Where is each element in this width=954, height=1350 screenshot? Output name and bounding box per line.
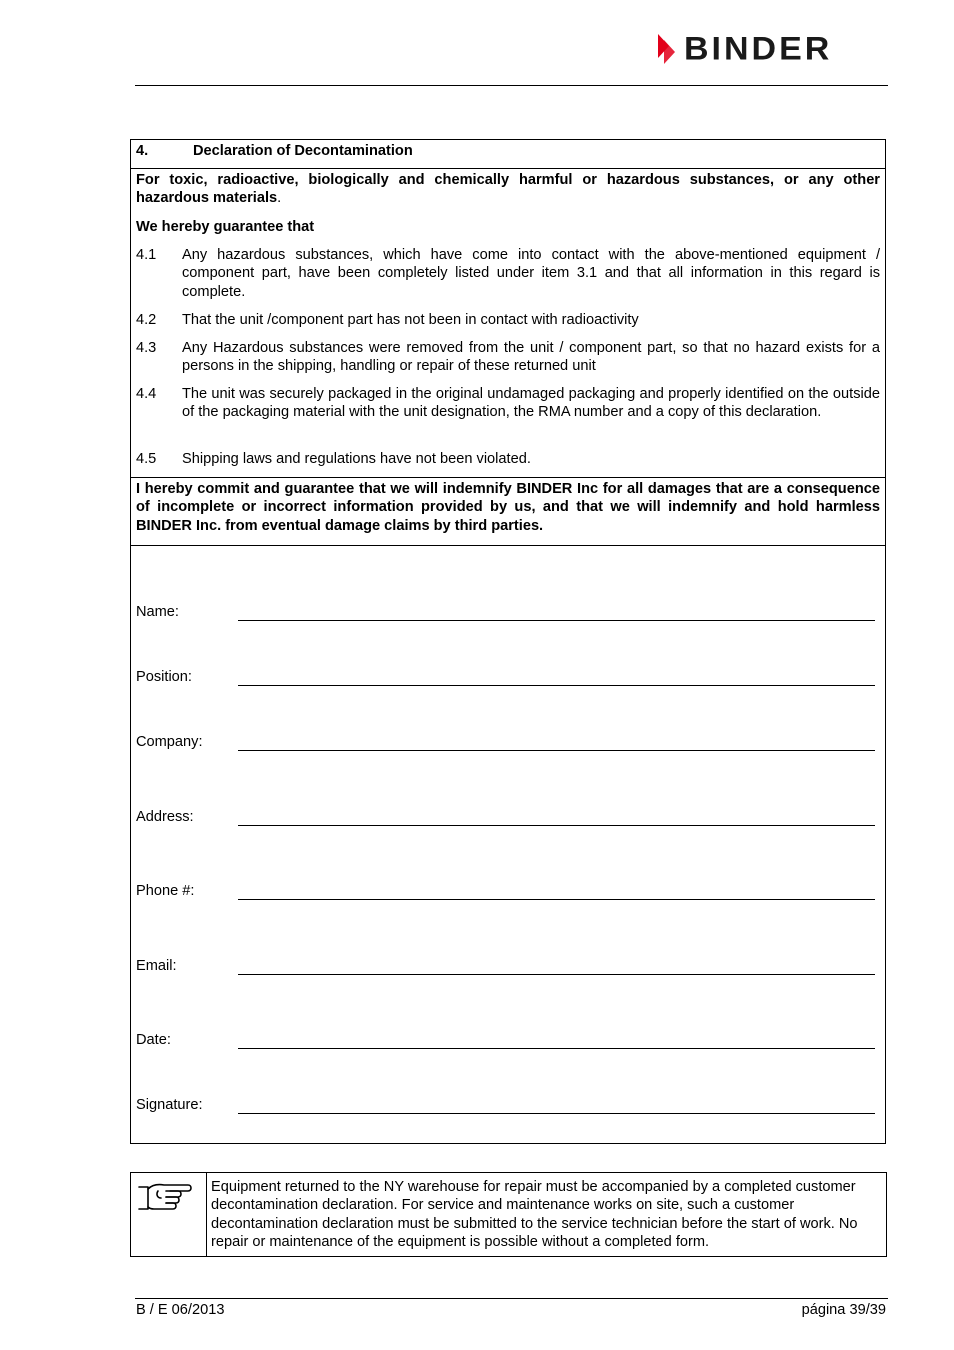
binder-logo-mark-icon <box>656 32 678 66</box>
phone-field[interactable] <box>136 882 875 902</box>
header-divider <box>135 85 888 86</box>
item-text: That the unit /component part has not been in contact with radioactivity <box>182 312 639 328</box>
hazard-intro <box>136 171 880 208</box>
hazard-intro-period: . <box>277 190 282 207</box>
note-text: Equipment returned to the NY warehouse for repair must be accompanied by a completed customer decontamination declaration. For service and maintenance works on site, such a customer decontamination declaration must be submitted to the service technician before the start of work. No repair or maintenance of the equipment is possible without a completed form. <box>211 1179 858 1251</box>
field-label: Company: <box>136 734 203 750</box>
note-icon-cell <box>131 1173 207 1256</box>
field-underline[interactable] <box>238 825 875 826</box>
field-label: Phone #: <box>136 883 195 899</box>
declaration-box <box>130 139 886 1144</box>
item-text: Any Hazardous substances were removed from the unit / component part, so that no hazard exists for a persons in the shipping, handling or repair of these returned unit <box>182 340 880 375</box>
hazard-intro-text: For toxic, radioactive, biologically and chemically harmful or hazardous substances, or any other hazardous materials <box>136 172 880 207</box>
guarantee-heading: We hereby guarantee that <box>136 219 315 235</box>
item-number: 4.1 <box>136 247 157 263</box>
field-underline[interactable] <box>238 899 875 900</box>
form-divider <box>131 545 885 546</box>
field-underline[interactable] <box>238 1113 875 1114</box>
footer-divider <box>135 1298 888 1299</box>
field-label: Name: <box>136 604 179 620</box>
field-label: Position: <box>136 669 192 685</box>
logo-wordmark: BINDER <box>684 30 833 68</box>
commitment-divider <box>131 477 885 478</box>
date-field[interactable] <box>136 1031 875 1051</box>
company-field[interactable] <box>136 733 875 753</box>
page-number: página 39/39 <box>801 1302 886 1318</box>
field-underline[interactable] <box>238 750 875 751</box>
signature-field[interactable] <box>136 1096 875 1116</box>
item-text: The unit was securely packaged in the original undamaged packaging and properly identified on the outside of the packaging material with the unit designation, the RMA number and a copy of this declaration. <box>182 386 880 421</box>
name-field[interactable] <box>136 603 875 623</box>
field-label: Address: <box>136 809 194 825</box>
field-underline[interactable] <box>238 1048 875 1049</box>
field-underline[interactable] <box>238 685 875 686</box>
field-underline[interactable] <box>238 974 875 975</box>
binder-logo <box>656 32 832 66</box>
indemnity-commitment: I hereby commit and guarantee that we will indemnify BINDER Inc for all damages that are a consequence of incomplete or incorrect information provided by us, and that we will indemnify and hold harmless BINDER Inc. from eventual damage claims by third parties. <box>136 481 880 534</box>
item-number: 4.4 <box>136 386 157 402</box>
item-number: 4.3 <box>136 340 157 356</box>
item-number: 4.2 <box>136 312 157 328</box>
section-number: 4. <box>136 143 149 159</box>
field-underline[interactable] <box>238 620 875 621</box>
section-divider <box>131 168 885 169</box>
note-box <box>130 1172 887 1257</box>
address-field[interactable] <box>136 808 875 828</box>
email-field[interactable] <box>136 957 875 977</box>
item-text: Shipping laws and regulations have not been violated. <box>182 451 531 467</box>
position-field[interactable] <box>136 668 875 688</box>
pointing-hand-icon <box>136 1179 194 1219</box>
item-text: Any hazardous substances, which have come into contact with the above-mentioned equipment / component part, have been completely listed under item 3.1 and that all information in this regard is complete. <box>182 247 880 300</box>
document-version: B / E 06/2013 <box>136 1302 225 1318</box>
item-number: 4.5 <box>136 451 157 467</box>
section-title: Declaration of Decontamination <box>193 143 413 159</box>
field-label: Email: <box>136 958 177 974</box>
field-label: Date: <box>136 1032 171 1048</box>
field-label: Signature: <box>136 1097 203 1113</box>
